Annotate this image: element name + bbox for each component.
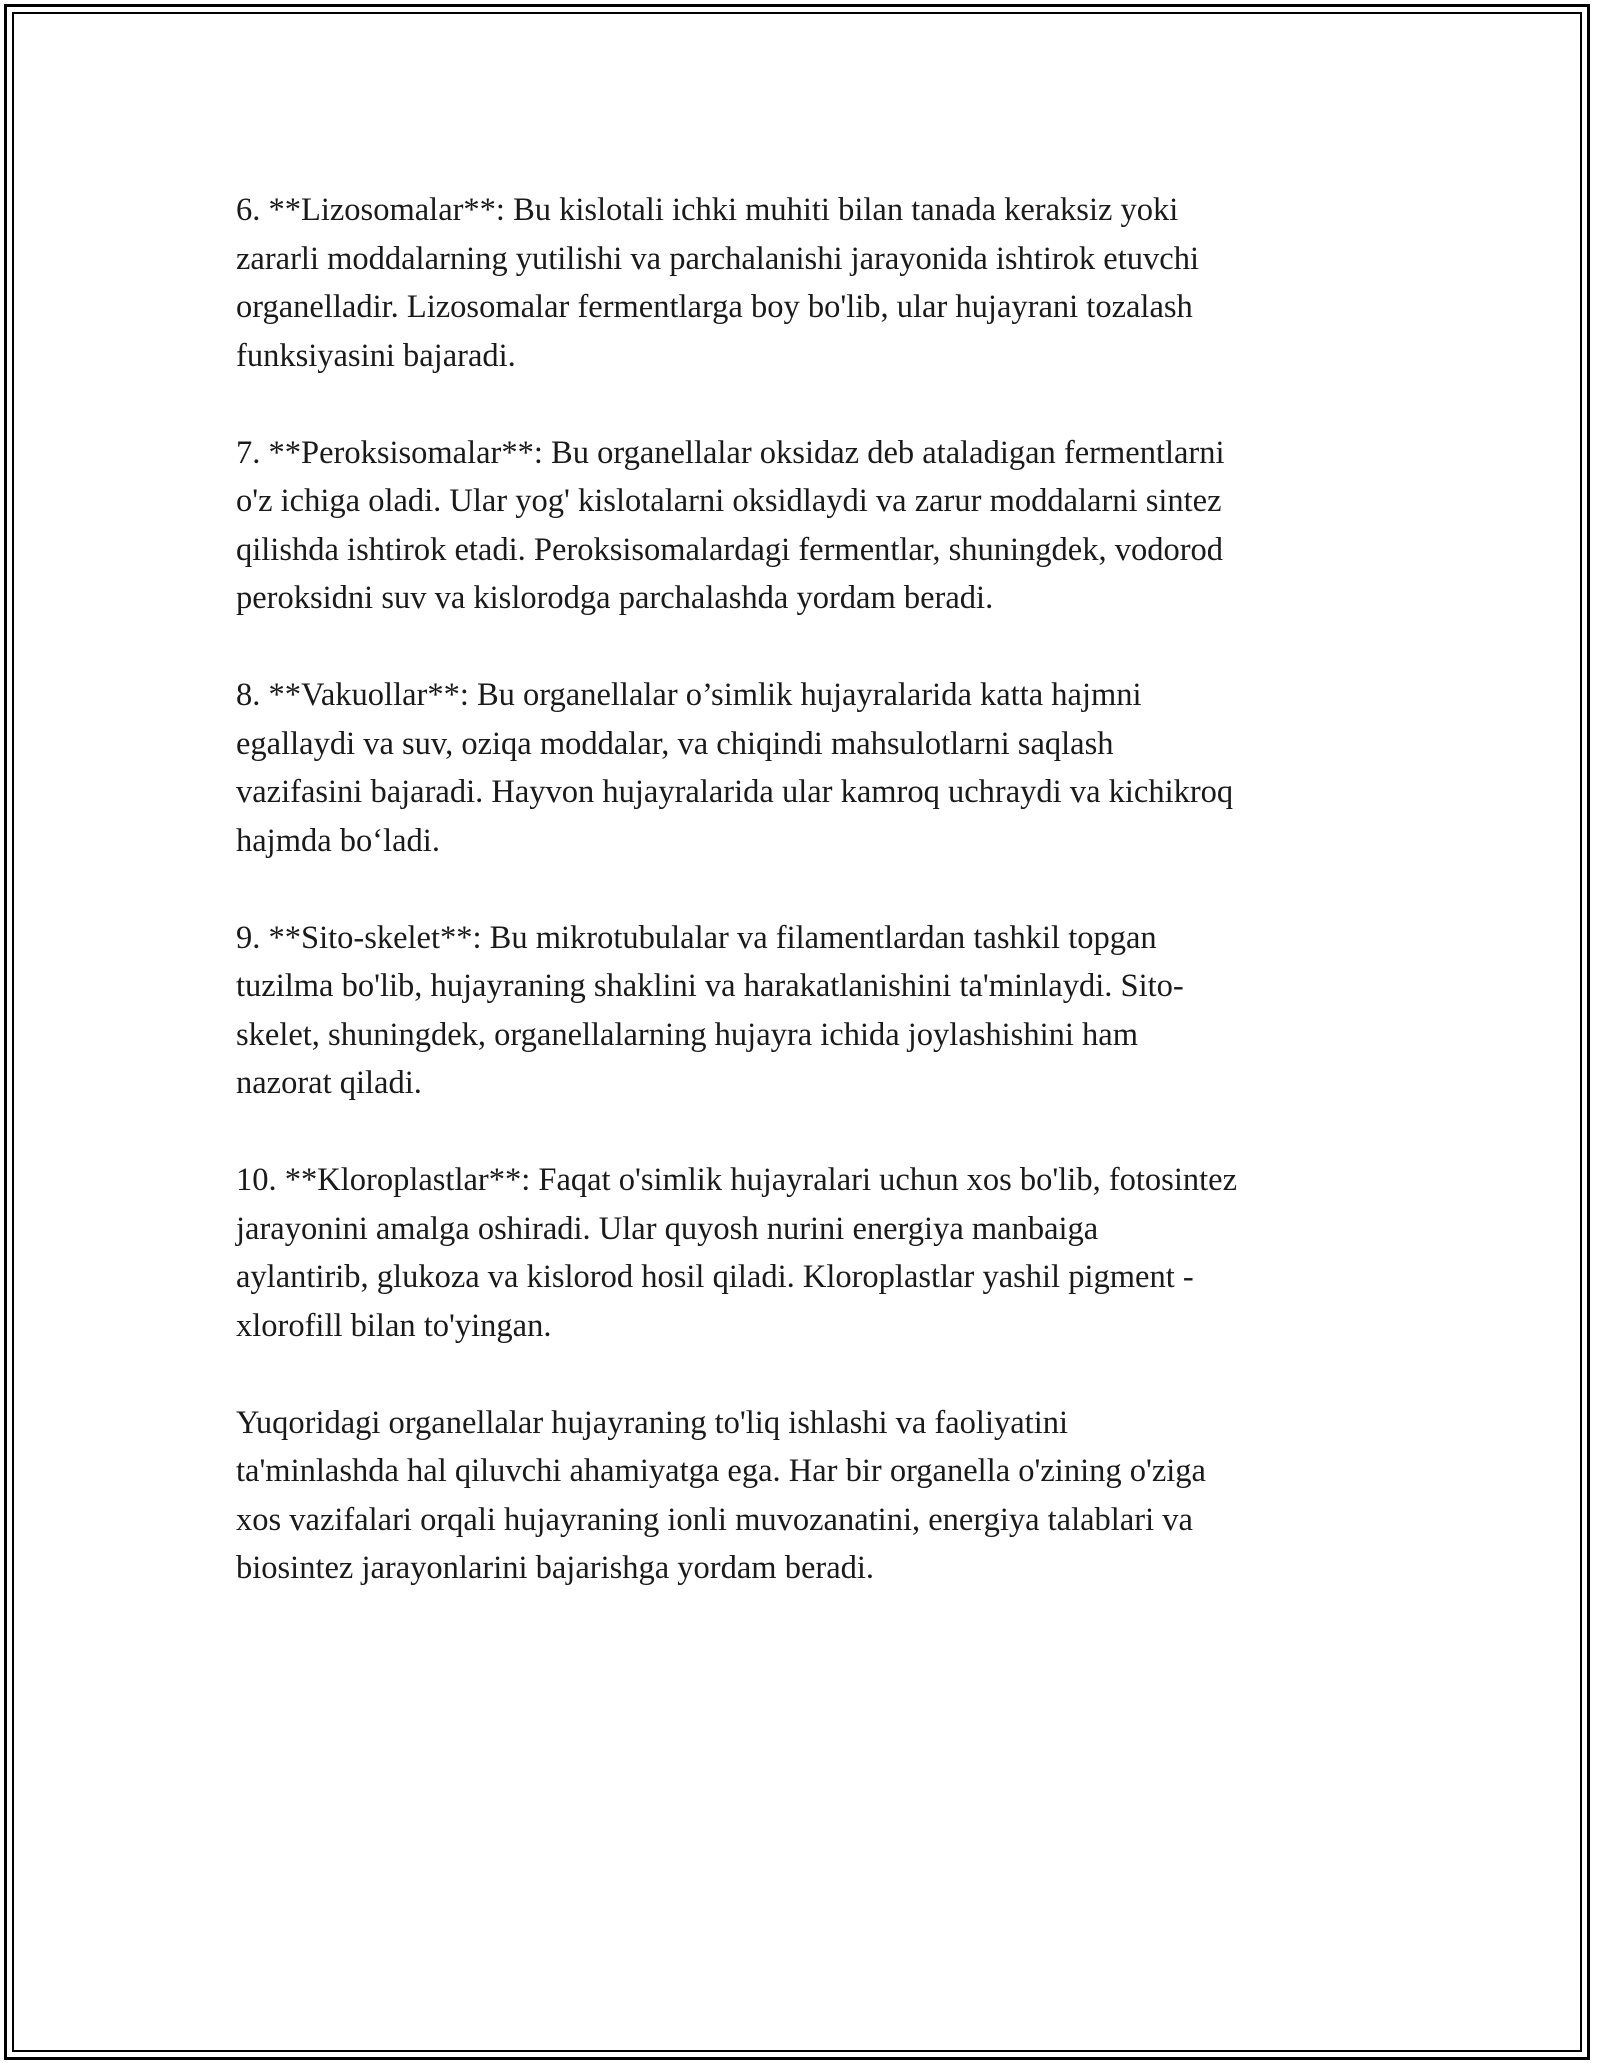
document-body <box>236 186 1376 1641</box>
paragraph-conclusion: Yuqoridagi organellalar hujayraning to'liq ishlashi va faoliyatini ta'minlashda hal qiluvchi ahamiyatga ega. Har bir organella o'zining o'ziga xos vazifalari orqali hujayraning ionli muvozanatini, energiya talablari va biosintez jarayonlarini bajarishga yordam beradi. <box>236 1404 1206 1586</box>
paragraph-sito-skelet: 9. **Sito-skelet**: Bu mikrotubulalar va filamentlardan tashkil topgan tuzilma bo'lib, hujayraning shaklini va harakatlanishini ta'minlaydi. Sito- skelet, shuningdek, organellalarning hujayra ichida joylashishini ham nazorat qiladi. <box>236 919 1184 1101</box>
paragraph-vakuollar: 8. **Vakuollar**: Bu organellalar o’simlik hujayralarida katta hajmni egallaydi va suv, oziqa moddalar, va chiqindi mahsulotlarni saqlash vazifasini bajaradi. Hayvon hujayralarida ular kamroq uchraydi va kichikroq hajmda bo‘ladi. <box>236 677 1234 859</box>
paragraph-kloroplastlar: 10. **Kloroplastlar**: Faqat o'simlik hujayralari uchun xos bo'lib, fotosintez jarayonini amalga oshiradi. Ular quyosh nurini energiya manbaiga aylantirib, glukoza va kislorod hosil qiladi. Kloroplastlar yashil pigment - xlorofill bilan to'yingan. <box>236 1162 1237 1344</box>
paragraph-peroksisomalar: 7. **Peroksisomalar**: Bu organellalar oksidaz deb ataladigan fermentlarni o'z ichiga oladi. Ular yog' kislotalarni oksidlaydi va zarur moddalarni sintez qilishda ishtirok etadi. Peroksisomalardagi fermentlar, shuningdek, vodorod peroksidni suv va kislorodga parchalashda yordam beradi. <box>236 434 1225 616</box>
paragraph-lizosomalar: 6. **Lizosomalar**: Bu kislotali ichki muhiti bilan tanada keraksiz yoki zararli moddalarning yutilishi va parchalanishi jarayonida ishtirok etuvchi organelladir. Lizosomalar fermentlarga boy bo'lib, ular hujayrani tozalash funksiyasini bajaradi. <box>236 192 1199 374</box>
